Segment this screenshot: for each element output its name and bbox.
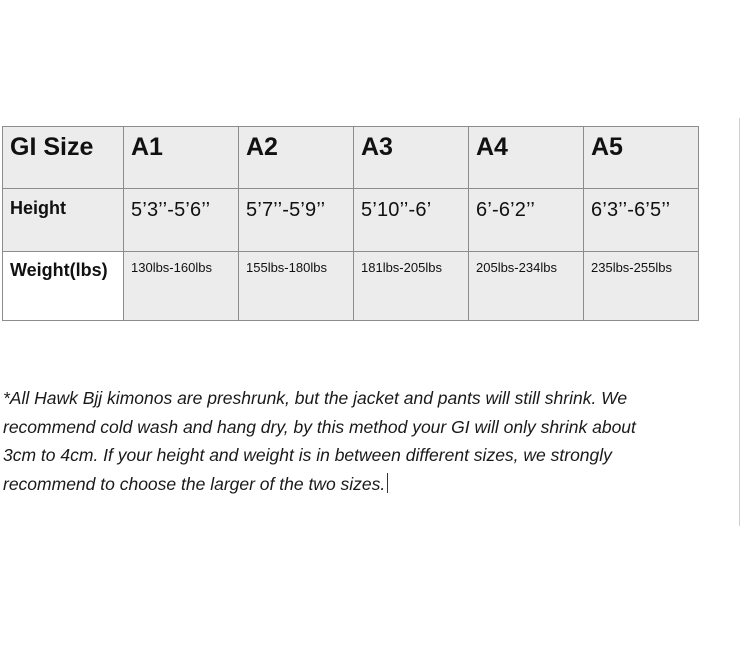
weight-value-a1: 130lbs-160lbs: [131, 260, 212, 275]
weight-value-a5: 235lbs-255lbs: [591, 260, 672, 275]
weight-label: Weight(lbs): [10, 260, 108, 280]
size-header-row: [3, 127, 699, 189]
weight-value-a2: 155lbs-180lbs: [246, 260, 327, 275]
height-cell-a1: [124, 189, 239, 252]
size-label-a1: A1: [131, 133, 163, 161]
weight-cell-a5: [584, 252, 699, 321]
size-cell-a4: [469, 127, 584, 189]
weight-cell-a1: [124, 252, 239, 321]
height-value-a5: 6’3’’-6’5’’: [591, 199, 671, 221]
weight-cell-a2: [239, 252, 354, 321]
size-label-a3: A3: [361, 133, 393, 161]
height-value-a4: 6’-6’2’’: [476, 199, 536, 221]
height-row: [3, 189, 699, 252]
height-cell-a3: [354, 189, 469, 252]
sizing-note-text: *All Hawk Bjj kimonos are preshrunk, but the jacket and pants will still shrink. We recommend cold wash and hang dry, by this method your GI will only shrink about 3cm to 4cm. If your height and weight is in between different sizes, we strongly recommend to choose the larger of the two sizes.: [3, 388, 636, 494]
height-cell-a4: [469, 189, 584, 252]
size-header-label: GI Size: [10, 133, 94, 161]
gi-size-chart: [2, 126, 699, 321]
size-header-label-cell: [3, 127, 124, 189]
height-value-a2: 5’7’’-5’9’’: [246, 199, 326, 221]
size-label-a4: A4: [476, 133, 508, 161]
height-label: Height: [10, 198, 66, 218]
size-cell-a5: [584, 127, 699, 189]
height-value-a1: 5’3’’-5’6’’: [131, 199, 211, 221]
height-value-a3: 5’10’’-6’: [361, 199, 432, 221]
weight-label-cell: [3, 252, 124, 321]
page-edge-divider: [739, 118, 740, 526]
sizing-note: [3, 384, 653, 498]
size-label-a2: A2: [246, 133, 278, 161]
size-cell-a2: [239, 127, 354, 189]
height-label-cell: [3, 189, 124, 252]
text-cursor-icon: [387, 473, 388, 493]
weight-value-a3: 181lbs-205lbs: [361, 260, 442, 275]
height-cell-a2: [239, 189, 354, 252]
height-cell-a5: [584, 189, 699, 252]
weight-cell-a3: [354, 252, 469, 321]
weight-row: [3, 252, 699, 321]
size-cell-a1: [124, 127, 239, 189]
weight-cell-a4: [469, 252, 584, 321]
weight-value-a4: 205lbs-234lbs: [476, 260, 557, 275]
size-label-a5: A5: [591, 133, 623, 161]
size-cell-a3: [354, 127, 469, 189]
